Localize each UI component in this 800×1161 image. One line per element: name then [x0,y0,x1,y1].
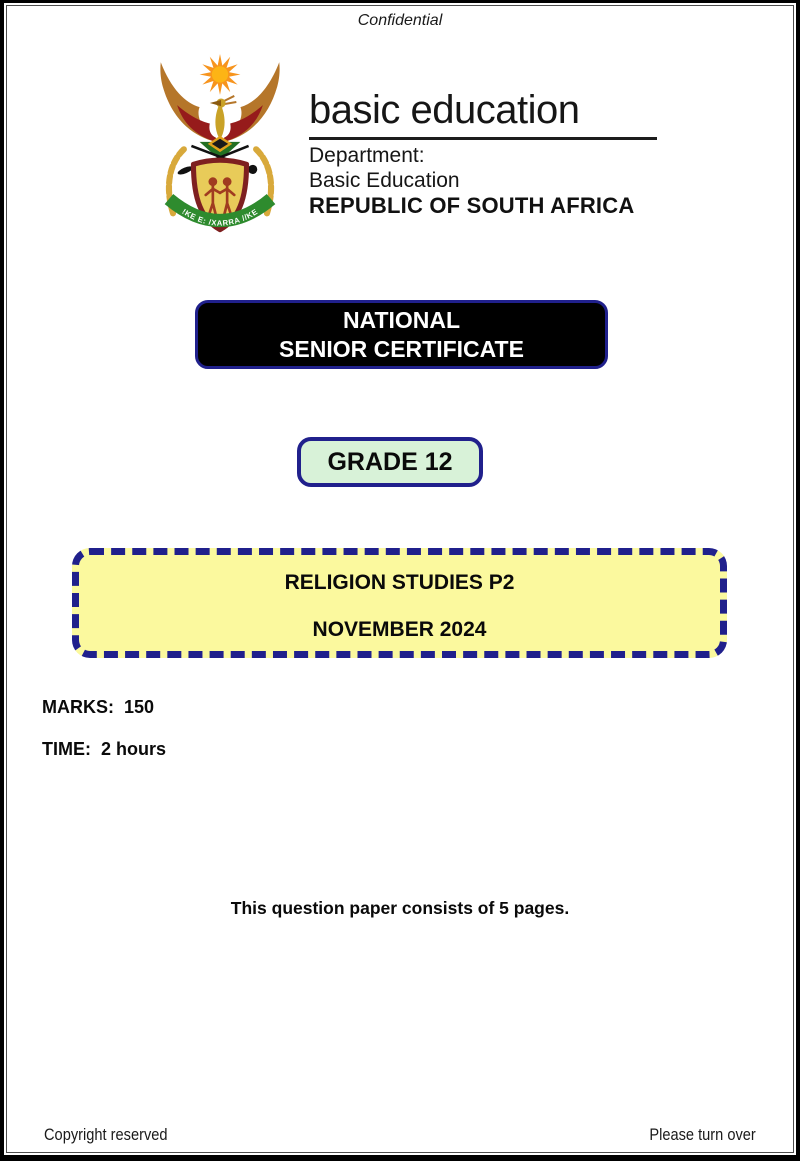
logo-department-name: Basic Education [309,169,460,192]
logo-country: REPUBLIC OF SOUTH AFRICA [309,193,635,218]
marks-line [42,697,154,718]
grade-badge: GRADE 12 [297,437,483,487]
marks-value: 150 [124,697,155,717]
logo-rule [309,137,657,140]
subject-banner [72,548,727,658]
page-footer [44,1125,756,1145]
logo-department-label: Department: [309,144,425,167]
time-line [42,739,166,760]
department-logo-text [309,86,657,219]
turn-over-label: Please turn over [649,1125,756,1144]
copyright-label: Copyright reserved [44,1125,168,1144]
time-label: TIME: [42,739,91,759]
time-value: 2 hours [101,739,167,759]
certificate-line1: NATIONAL [342,306,461,333]
subject-title: RELIGION STUDIES P2 [284,571,515,594]
certificate-banner [195,300,608,369]
coat-of-arms-icon [138,52,302,246]
page-count-note: This question paper consists of 5 pages. [230,898,570,918]
confidential-label: Confidential [357,12,443,29]
certificate-line2: SENIOR CERTIFICATE [279,335,524,362]
motto-text: !KE E: /XARRA //KE [180,206,260,228]
subject-session: NOVEMBER 2024 [312,618,487,641]
marks-label: MARKS: [42,697,114,717]
logo-brand: basic education [309,88,580,132]
